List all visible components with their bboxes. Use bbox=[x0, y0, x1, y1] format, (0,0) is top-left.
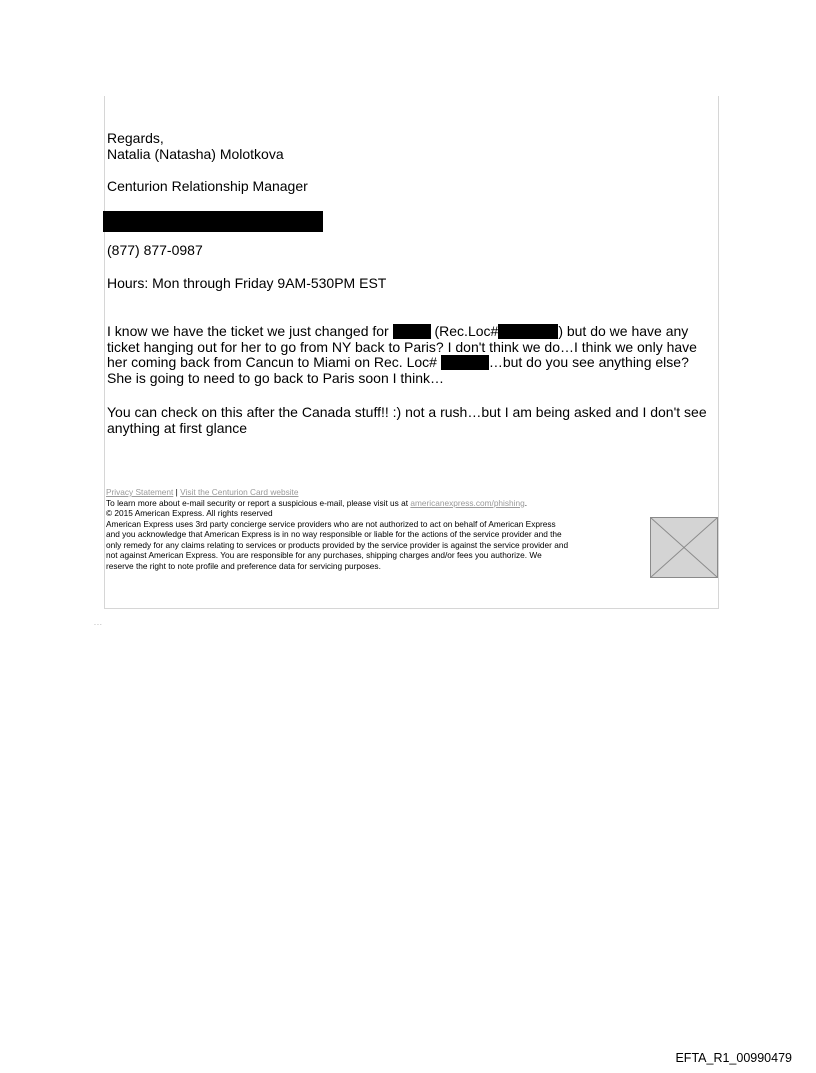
signer-name: Natalia (Natasha) Molotkova bbox=[107, 146, 284, 162]
privacy-statement-link[interactable]: Privacy Statement bbox=[106, 487, 174, 497]
phishing-link[interactable]: americanexpress.com/phishing bbox=[410, 497, 525, 508]
disclaimer-line: only remedy for any claims relating to services or products provided by the service provider is against the service provider and bbox=[106, 539, 569, 550]
copyright: © 2015 American Express. All rights reserved bbox=[106, 508, 273, 518]
disclaimer-line: not against American Express. You are responsible for any purchases, shipping charges and/or fees you authorize. We bbox=[106, 550, 542, 560]
centurion-website-link[interactable]: Visit the Centurion Card website bbox=[180, 487, 299, 497]
redaction-inline bbox=[441, 355, 489, 370]
redaction-inline bbox=[498, 324, 558, 339]
security-period: . bbox=[524, 497, 528, 508]
email-footer bbox=[106, 487, 651, 571]
message-text-1c: ) but do we have any ticket hanging out for her to go from NY back to Paris? I don't think we do…I think we only have her coming back from Cancun to Miami on Rec. Loc# bbox=[107, 323, 697, 370]
signer-phone: (877) 877-0987 bbox=[107, 242, 203, 258]
message-text-1b: (Rec.Loc# bbox=[434, 323, 499, 339]
stray-mark: ... bbox=[94, 620, 103, 627]
message-paragraph-2: You can check on this after the Canada stuff!! :) not a rush…but I am being asked and I don't see anything at first glance bbox=[107, 404, 707, 436]
redaction-block bbox=[103, 211, 323, 232]
disclaimer-line: reserve the right to note profile and preference data for servicing purposes. bbox=[106, 560, 381, 571]
message-text-1a: I know we have the ticket we just changed for bbox=[107, 323, 389, 339]
message-paragraph-1 bbox=[107, 324, 707, 386]
broken-image-icon bbox=[650, 517, 718, 578]
closing-line: Regards, bbox=[107, 130, 164, 146]
message-text-1d: …but do you see anything else? She is going to need to go back to Paris soon I think… bbox=[107, 354, 689, 386]
disclaimer-line: American Express uses 3rd party concierge service providers who are not authorized to act on behalf of American Express bbox=[106, 518, 556, 529]
signer-title: Centurion Relationship Manager bbox=[107, 178, 308, 194]
disclaimer-line: and you acknowledge that American Express is in no way responsible or liable for the actions of the service provider and the bbox=[106, 529, 562, 539]
security-text: To learn more about e-mail security or report a suspicious e-mail, please visit us at bbox=[106, 497, 409, 508]
security-notice bbox=[106, 498, 651, 509]
document-id: EFTA_R1_00990479 bbox=[675, 1051, 792, 1065]
footer-links bbox=[106, 487, 651, 498]
footer-separator: | bbox=[175, 487, 178, 497]
signer-hours: Hours: Mon through Friday 9AM-530PM EST bbox=[107, 275, 387, 291]
redaction-inline bbox=[393, 324, 431, 339]
